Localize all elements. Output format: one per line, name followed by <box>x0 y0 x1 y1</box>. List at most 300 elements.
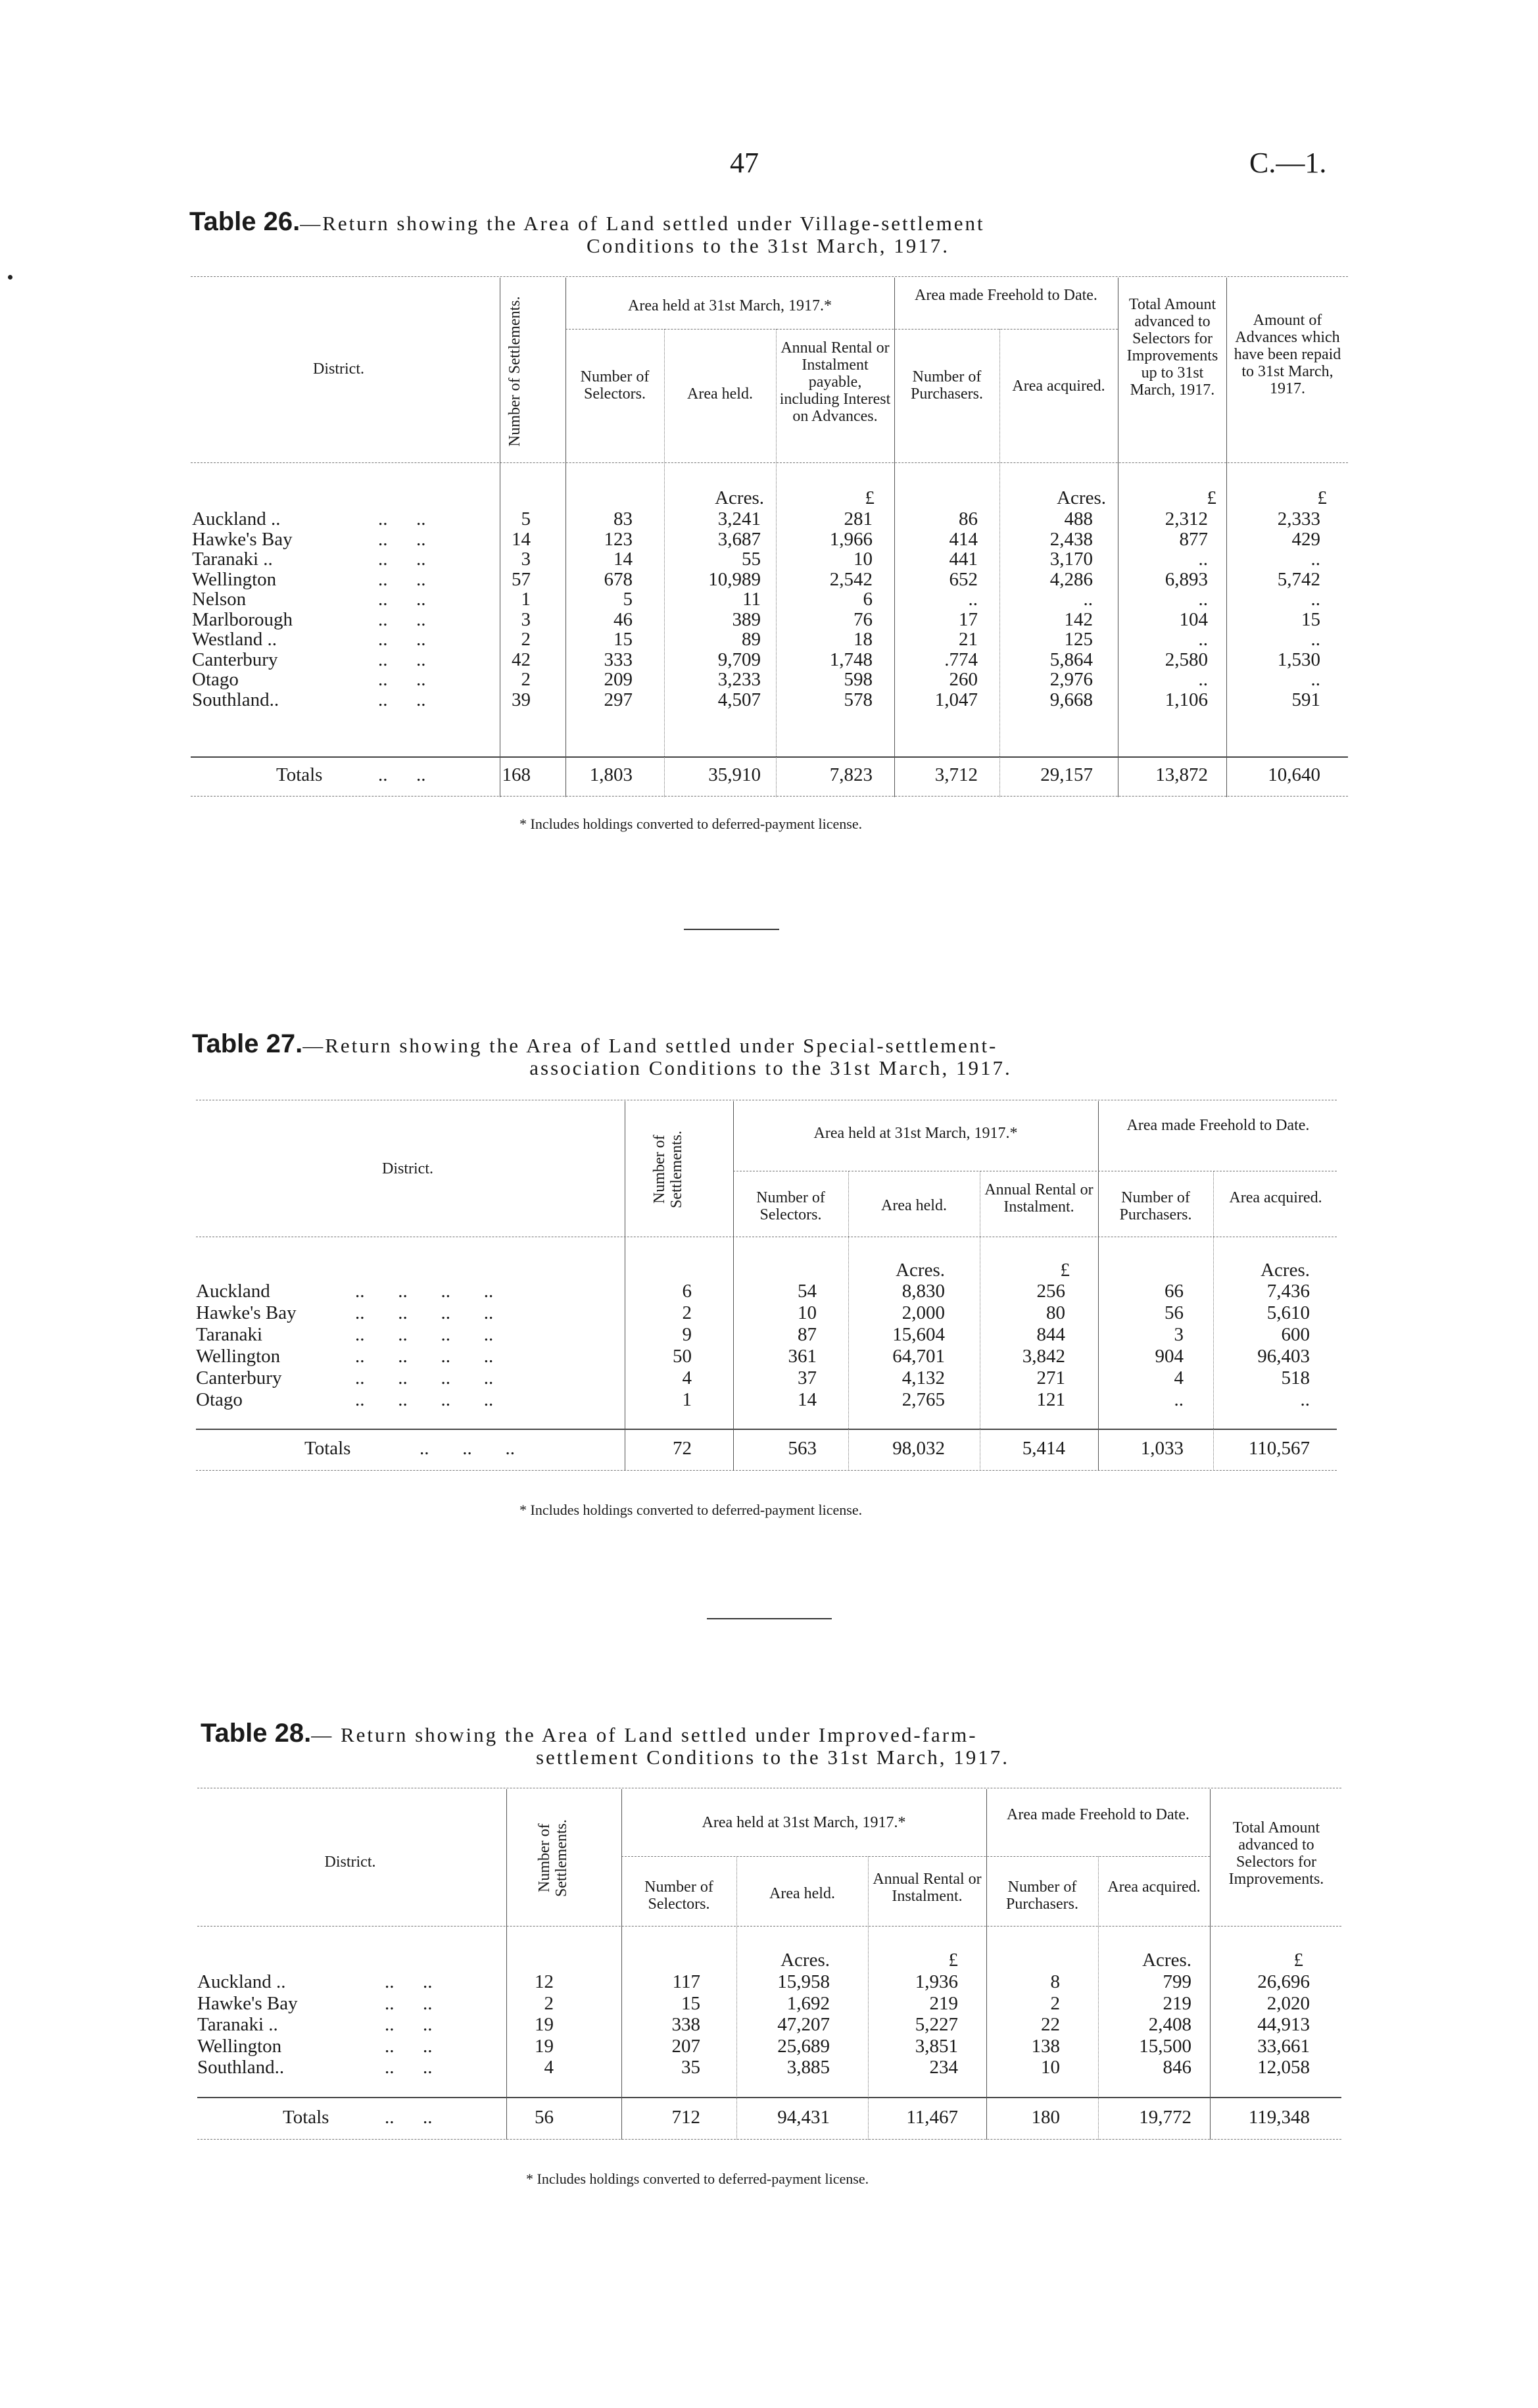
col-line <box>1098 1101 1099 1471</box>
cell-acquired: 600 <box>1281 1324 1310 1345</box>
cell-acquired: 15,500 <box>1139 2035 1191 2057</box>
cell-area: 2,765 <box>901 1389 945 1410</box>
cell-settlements: 6 <box>682 1281 692 1302</box>
table-27-title-line1: —Return showing the Area of Land settled under Special-settlement- <box>302 1034 998 1057</box>
cell-acquired: 4,286 <box>1049 568 1093 590</box>
header-area-held: Area held. <box>881 1197 947 1214</box>
cell-selectors: 14 <box>798 1389 817 1410</box>
cell-selectors: 46 <box>613 608 633 630</box>
col-line <box>565 278 566 797</box>
cell-purchasers: 441 <box>949 549 978 570</box>
cell-repaid: 429 <box>1291 528 1320 550</box>
header-area-acquired: Area acquired. <box>1012 378 1105 395</box>
unit-pound: £ <box>1293 1950 1303 1971</box>
cell-rental: 80 <box>1046 1302 1065 1323</box>
cell-district: Taranaki <box>196 1324 263 1345</box>
leader-dots: .. .. <box>378 629 426 650</box>
table-28-bottom-rule <box>197 2139 1341 2140</box>
cell-purchasers: 260 <box>949 669 978 690</box>
leader-dots: .. .. <box>378 649 426 670</box>
document-reference: C.—1. <box>1249 147 1327 179</box>
cell-district: Southland.. <box>197 2057 285 2078</box>
col-line <box>868 1856 869 2140</box>
cell-acquired: .. <box>1083 589 1093 610</box>
page-number: 47 <box>730 147 759 179</box>
cell-selectors: 563 <box>788 1438 817 1459</box>
cell-selectors: 37 <box>798 1367 817 1388</box>
cell-area: 25,689 <box>777 2035 830 2057</box>
cell-settlements: 2 <box>544 1992 554 2014</box>
col-line <box>733 1101 734 1471</box>
table-26-title-line1: —Return showing the Area of Land settled under Village-settlement <box>300 212 985 235</box>
cell-rental: 281 <box>844 508 873 529</box>
table-26-group-rule <box>565 329 1118 330</box>
cell-advanced: 2,580 <box>1165 649 1208 670</box>
cell-settlements: 2 <box>521 669 531 690</box>
table-27-title-line2: association Conditions to the 31st March, 1917. <box>529 1056 1012 1079</box>
cell-advanced: .. <box>1198 589 1208 610</box>
cell-district: Southland.. <box>192 689 279 710</box>
cell-purchasers: 66 <box>1165 1281 1184 1302</box>
cell-purchasers: 138 <box>1031 2035 1060 2057</box>
cell-acquired: 219 <box>1163 1992 1191 2014</box>
cell-settlements: 4 <box>544 2057 554 2078</box>
cell-area: 3,241 <box>717 508 761 529</box>
header-settlements: Number of Settlements. <box>506 296 523 447</box>
cell-acquired: 29,157 <box>1040 764 1093 785</box>
leader-dots: .. .. <box>378 764 426 785</box>
cell-selectors: 14 <box>613 549 633 570</box>
cell-acquired: 5,864 <box>1049 649 1093 670</box>
header-district: District. <box>382 1160 433 1177</box>
cell-repaid: .. <box>1310 589 1320 610</box>
cell-district: Wellington <box>192 568 277 590</box>
cell-repaid: .. <box>1310 549 1320 570</box>
cell-district: Nelson <box>192 589 247 610</box>
cell-acquired: 799 <box>1163 1971 1191 1992</box>
cell-settlements: 3 <box>521 549 531 570</box>
cell-rental: 121 <box>1036 1389 1065 1410</box>
margin-mark <box>8 275 12 280</box>
cell-acquired: 110,567 <box>1248 1438 1310 1459</box>
table-28-label: Table 28. <box>201 1719 312 1748</box>
cell-advanced: 26,696 <box>1257 1971 1310 1992</box>
unit-acres: Acres. <box>1057 487 1106 508</box>
leader-dots: .. .. .. .. <box>355 1367 494 1388</box>
cell-selectors: 87 <box>798 1324 817 1345</box>
table-26-footnote: * Includes holdings converted to deferred-payment license. <box>519 816 863 832</box>
cell-area: 55 <box>742 549 761 570</box>
header-selectors: Number of Selectors. <box>756 1189 825 1223</box>
table-26-totals-rule <box>191 756 1348 758</box>
cell-rental: 256 <box>1036 1281 1065 1302</box>
cell-settlements: 39 <box>512 689 531 710</box>
cell-area: 1,692 <box>786 1992 830 2014</box>
header-area-held-group: Area held at 31st March, 1917.* <box>628 297 832 314</box>
cell-acquired: 488 <box>1064 508 1093 529</box>
cell-purchasers: 180 <box>1031 2107 1060 2128</box>
cell-advanced: 877 <box>1179 528 1208 550</box>
cell-rental: 844 <box>1036 1324 1065 1345</box>
cell-acquired: 2,438 <box>1049 528 1093 550</box>
table-26-label: Table 26. <box>189 207 300 236</box>
cell-district: Marlborough <box>192 608 293 630</box>
leader-dots: .. .. <box>378 608 426 630</box>
cell-advanced: .. <box>1198 669 1208 690</box>
col-line <box>506 1789 507 2140</box>
cell-purchasers: 3,712 <box>934 764 978 785</box>
cell-purchasers: 652 <box>949 568 978 590</box>
cell-area: 11 <box>742 589 761 610</box>
table-28-title-line2: settlement Conditions to the 31st March, 1917. <box>535 1746 1010 1769</box>
cell-repaid: 5,742 <box>1277 568 1320 590</box>
table-26-title-line2: Conditions to the 31st March, 1917. <box>587 234 949 257</box>
col-line <box>999 329 1000 797</box>
cell-purchasers: 17 <box>959 608 978 630</box>
cell-advanced: 33,661 <box>1257 2035 1310 2057</box>
header-selectors: Number of Selectors. <box>580 368 650 403</box>
cell-advanced: 2,020 <box>1266 1992 1310 2014</box>
table-26-header-rule <box>191 462 1348 463</box>
leader-dots: .. .. <box>385 2107 433 2128</box>
cell-area: 94,431 <box>777 2107 830 2128</box>
cell-area: 15,958 <box>777 1971 830 1992</box>
cell-selectors: 361 <box>788 1346 817 1367</box>
cell-selectors: 15 <box>613 629 633 650</box>
cell-purchasers: 2 <box>1050 1992 1060 2014</box>
leader-dots: .. .. .. .. <box>355 1389 494 1410</box>
cell-purchasers: 22 <box>1041 2014 1060 2035</box>
unit-pound: £ <box>1207 487 1216 508</box>
cell-area: 389 <box>732 608 761 630</box>
cell-area: 3,687 <box>717 528 761 550</box>
table-28-title <box>201 1719 1345 1769</box>
cell-acquired: 142 <box>1064 608 1093 630</box>
header-area-held-group: Area held at 31st March, 1917.* <box>813 1125 1018 1142</box>
cell-rental: 1,748 <box>829 649 873 670</box>
cell-advanced: 13,872 <box>1155 764 1208 785</box>
cell-advanced: 6,893 <box>1165 568 1208 590</box>
cell-rental: 234 <box>929 2057 958 2078</box>
cell-rental: 2,542 <box>829 568 873 590</box>
cell-purchasers: 56 <box>1165 1302 1184 1323</box>
cell-area: 9,709 <box>717 649 761 670</box>
header-settlements: Number of Settlements. <box>651 1131 685 1208</box>
cell-rental: 271 <box>1036 1367 1065 1388</box>
table-27-footnote: * Includes holdings converted to deferred-payment license. <box>519 1502 863 1518</box>
col-line <box>664 329 665 797</box>
header-area-acquired: Area acquired. <box>1107 1879 1201 1896</box>
cell-area: 89 <box>742 629 761 650</box>
leader-dots: .. .. <box>378 528 426 550</box>
totals-label: Totals <box>276 764 323 785</box>
cell-area: 4,507 <box>717 689 761 710</box>
cell-acquired: 7,436 <box>1266 1281 1310 1302</box>
cell-purchasers: 414 <box>949 528 978 550</box>
cell-settlements: 12 <box>535 1971 554 1992</box>
cell-district: Auckland .. <box>197 1971 286 1992</box>
cell-acquired: 125 <box>1064 629 1093 650</box>
header-annual-rental: Annual Rental or Instalment payable, including Interest on Advances. <box>779 339 891 425</box>
header-freehold-group: Area made Freehold to Date. <box>1126 1117 1310 1134</box>
cell-settlements: 9 <box>682 1324 692 1345</box>
cell-repaid: 10,640 <box>1268 764 1320 785</box>
cell-settlements: 72 <box>673 1438 692 1459</box>
cell-selectors: 678 <box>604 568 633 590</box>
cell-selectors: 117 <box>672 1971 700 1992</box>
cell-rental: 10 <box>853 549 873 570</box>
header-purchasers: Number of Purchasers. <box>911 368 983 403</box>
cell-selectors: 15 <box>681 1992 700 2014</box>
cell-area: 3,885 <box>786 2057 830 2078</box>
header-area-held: Area held. <box>769 1885 835 1902</box>
cell-settlements: 4 <box>682 1367 692 1388</box>
cell-district: Canterbury <box>192 649 278 670</box>
cell-district: Otago <box>192 669 239 690</box>
leader-dots: .. .. <box>385 2057 433 2078</box>
leader-dots: .. .. <box>378 568 426 590</box>
cell-settlements: 50 <box>673 1346 692 1367</box>
cell-settlements: 5 <box>521 508 531 529</box>
col-line <box>848 1171 849 1471</box>
header-district: District. <box>313 360 364 378</box>
cell-purchasers: 1,033 <box>1140 1438 1184 1459</box>
leader-dots: .. .. .. <box>420 1438 515 1459</box>
col-line <box>1210 1789 1211 2140</box>
cell-district: Wellington <box>196 1346 281 1367</box>
cell-repaid: .. <box>1310 629 1320 650</box>
cell-purchasers: 21 <box>959 629 978 650</box>
cell-settlements: 3 <box>521 608 531 630</box>
cell-acquired: .. <box>1300 1389 1310 1410</box>
cell-advanced: 119,348 <box>1248 2107 1310 2128</box>
unit-acres: Acres. <box>1261 1260 1310 1281</box>
leader-dots: .. .. <box>378 689 426 710</box>
leader-dots: .. .. .. .. <box>355 1302 494 1323</box>
cell-settlements: 56 <box>535 2107 554 2128</box>
cell-district: Westland .. <box>192 629 277 650</box>
cell-area: 15,604 <box>892 1324 945 1345</box>
cell-purchasers: 1,047 <box>934 689 978 710</box>
cell-area: 4,132 <box>901 1367 945 1388</box>
cell-advanced: .. <box>1198 629 1208 650</box>
header-annual-rental: Annual Rental or Instalment. <box>873 1871 982 1905</box>
unit-acres: Acres. <box>896 1260 945 1281</box>
cell-settlements: 14 <box>512 528 531 550</box>
cell-repaid: 15 <box>1301 608 1320 630</box>
leader-dots: .. .. .. .. <box>355 1346 494 1367</box>
leader-dots: .. .. <box>378 669 426 690</box>
header-amount-repaid: Amount of Advances which have been repaid to 31st March, 1917. <box>1234 312 1341 397</box>
cell-rental: 11,467 <box>906 2107 958 2128</box>
separator-rule <box>684 929 779 930</box>
leader-dots: .. .. <box>385 1992 433 2014</box>
cell-advanced: 104 <box>1179 608 1208 630</box>
cell-repaid: .. <box>1310 669 1320 690</box>
header-selectors: Number of Selectors. <box>644 1879 713 1913</box>
cell-advanced: .. <box>1198 549 1208 570</box>
cell-advanced: 12,058 <box>1257 2057 1310 2078</box>
leader-dots: .. .. <box>378 589 426 610</box>
cell-purchasers: .. <box>968 589 978 610</box>
unit-pound: £ <box>1060 1260 1070 1281</box>
cell-acquired: 518 <box>1281 1367 1310 1388</box>
cell-purchasers: 3 <box>1174 1324 1184 1345</box>
cell-acquired: 9,668 <box>1049 689 1093 710</box>
table-26-title <box>189 207 1347 257</box>
cell-district: Auckland .. <box>192 508 281 529</box>
cell-rental: 5,414 <box>1022 1438 1065 1459</box>
cell-district: Hawke's Bay <box>196 1302 297 1323</box>
header-district: District. <box>324 1854 376 1871</box>
cell-rental: 3,851 <box>915 2035 958 2057</box>
cell-rental: 1,966 <box>829 528 873 550</box>
cell-acquired: 846 <box>1163 2057 1191 2078</box>
cell-advanced: 44,913 <box>1257 2014 1310 2035</box>
cell-rental: 1,936 <box>915 1971 958 1992</box>
cell-selectors: 207 <box>671 2035 700 2057</box>
header-purchasers: Number of Purchasers. <box>1006 1879 1078 1913</box>
col-line <box>986 1789 987 2140</box>
cell-selectors: 209 <box>604 669 633 690</box>
col-line <box>736 1856 737 2140</box>
cell-selectors: 712 <box>671 2107 700 2128</box>
cell-acquired: 19,772 <box>1139 2107 1191 2128</box>
leader-dots: .. .. <box>385 2014 433 2035</box>
leader-dots: .. .. <box>385 1971 433 1992</box>
cell-advanced: 2,312 <box>1165 508 1208 529</box>
header-purchasers: Number of Purchasers. <box>1119 1189 1192 1223</box>
cell-selectors: 10 <box>798 1302 817 1323</box>
cell-area: 35,910 <box>708 764 761 785</box>
cell-district: Hawke's Bay <box>197 1992 298 2014</box>
cell-purchasers: 8 <box>1050 1971 1060 1992</box>
leader-dots: .. .. .. .. <box>355 1324 494 1345</box>
header-total-advanced: Total Amount advanced to Selectors for Improvements up to 31st March, 1917. <box>1126 296 1218 399</box>
table-28-footnote: * Includes holdings converted to deferred-payment license. <box>526 2171 869 2187</box>
table-28-title-line1: — Return showing the Area of Land settled under Improved-farm- <box>311 1723 978 1746</box>
col-line <box>1213 1171 1214 1471</box>
cell-district: Otago <box>196 1389 243 1410</box>
col-line <box>894 278 895 797</box>
cell-settlements: 2 <box>682 1302 692 1323</box>
cell-district: Canterbury <box>196 1367 282 1388</box>
header-freehold-group: Area made Freehold to Date. <box>1007 1806 1190 1823</box>
cell-settlements: 2 <box>521 629 531 650</box>
header-area-acquired: Area acquired. <box>1229 1189 1322 1206</box>
separator-rule <box>707 1618 832 1619</box>
cell-settlements: 57 <box>512 568 531 590</box>
leader-dots: .. .. .. .. <box>355 1281 494 1302</box>
cell-purchasers: 86 <box>959 508 978 529</box>
cell-district: Taranaki .. <box>192 549 273 570</box>
cell-district: Wellington <box>197 2035 282 2057</box>
leader-dots: .. .. <box>378 549 426 570</box>
header-area-held: Area held. <box>687 385 753 403</box>
col-line <box>776 329 777 797</box>
cell-selectors: 297 <box>604 689 633 710</box>
col-line <box>621 1789 622 2140</box>
cell-acquired: 2,976 <box>1049 669 1093 690</box>
cell-area: 98,032 <box>892 1438 945 1459</box>
cell-acquired: 96,403 <box>1257 1346 1310 1367</box>
header-freehold-group: Area made Freehold to Date. <box>915 287 1097 304</box>
cell-repaid: 591 <box>1291 689 1320 710</box>
cell-acquired: 5,610 <box>1266 1302 1310 1323</box>
cell-acquired: 2,408 <box>1148 2014 1191 2035</box>
table-28-group-rule <box>621 1856 1210 1857</box>
header-total-advanced: Total Amount advanced to Selectors for Improvements. <box>1228 1819 1324 1888</box>
col-line <box>1226 278 1227 797</box>
cell-rental: 5,227 <box>915 2014 958 2035</box>
unit-acres: Acres. <box>1142 1950 1191 1971</box>
cell-district: Hawke's Bay <box>192 528 293 550</box>
cell-rental: 578 <box>844 689 873 710</box>
cell-purchasers: 4 <box>1174 1367 1184 1388</box>
table-27-totals-rule <box>196 1429 1337 1430</box>
cell-rental: 3,842 <box>1022 1346 1065 1367</box>
cell-settlements: 42 <box>512 649 531 670</box>
cell-advanced: 1,106 <box>1165 689 1208 710</box>
cell-area: 47,207 <box>777 2014 830 2035</box>
table-28-header-rule <box>197 1926 1341 1927</box>
cell-area: 8,830 <box>901 1281 945 1302</box>
leader-dots: .. .. <box>385 2035 433 2057</box>
cell-area: 3,233 <box>717 669 761 690</box>
table-27-bottom-rule <box>196 1470 1337 1471</box>
cell-selectors: 5 <box>623 589 633 610</box>
cell-area: 64,701 <box>892 1346 945 1367</box>
cell-rental: 6 <box>863 589 873 610</box>
leader-dots: .. .. <box>378 508 426 529</box>
cell-purchasers: 10 <box>1041 2057 1060 2078</box>
cell-rental: 18 <box>853 629 873 650</box>
table-28-totals-rule <box>197 2097 1341 2098</box>
cell-rental: 598 <box>844 669 873 690</box>
cell-rental: 7,823 <box>829 764 873 785</box>
unit-pound: £ <box>948 1950 958 1971</box>
cell-purchasers: 904 <box>1155 1346 1184 1367</box>
cell-repaid: 1,530 <box>1277 649 1320 670</box>
cell-district: Taranaki .. <box>197 2014 278 2035</box>
cell-area: 2,000 <box>901 1302 945 1323</box>
unit-acres: Acres. <box>715 487 764 508</box>
cell-purchasers: .774 <box>944 649 978 670</box>
header-area-held-group: Area held at 31st March, 1917.* <box>702 1814 906 1831</box>
table-26-bottom-rule <box>191 796 1348 797</box>
col-line <box>1098 1856 1099 2140</box>
cell-area: 10,989 <box>708 568 761 590</box>
cell-repaid: 2,333 <box>1277 508 1320 529</box>
header-settlements: Number of Settlements. <box>536 1819 570 1897</box>
cell-settlements: 168 <box>502 764 531 785</box>
cell-purchasers: .. <box>1174 1389 1184 1410</box>
unit-pound: £ <box>865 487 875 508</box>
cell-selectors: 123 <box>604 528 633 550</box>
table-27-label: Table 27. <box>192 1029 303 1058</box>
cell-district: Auckland <box>196 1281 270 1302</box>
cell-selectors: 54 <box>798 1281 817 1302</box>
table-27-title <box>192 1029 1349 1079</box>
cell-selectors: 35 <box>681 2057 700 2078</box>
totals-label: Totals <box>304 1438 351 1459</box>
cell-selectors: 83 <box>613 508 633 529</box>
cell-acquired: 3,170 <box>1049 549 1093 570</box>
cell-settlements: 19 <box>535 2014 554 2035</box>
cell-rental: 219 <box>929 1992 958 2014</box>
cell-settlements: 1 <box>682 1389 692 1410</box>
cell-settlements: 19 <box>535 2035 554 2057</box>
